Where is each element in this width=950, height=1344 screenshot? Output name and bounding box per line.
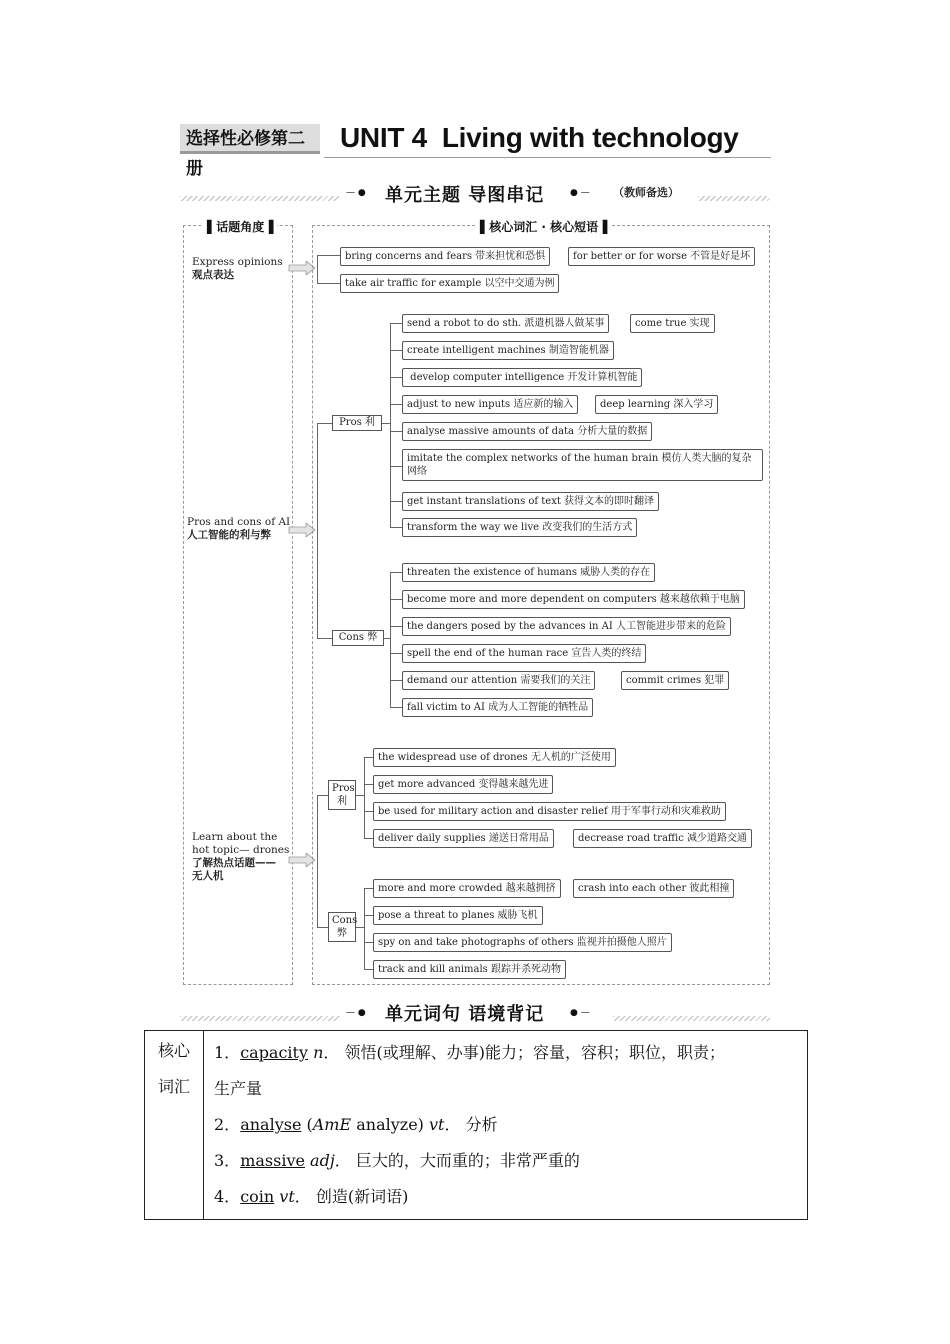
phrase-box: deep learning 深入学习 <box>595 395 718 414</box>
connector <box>390 680 402 681</box>
map-section-note: （教师备选） <box>613 186 679 199</box>
topic-panel-title: ▌话题角度▐ <box>203 218 277 235</box>
phrase-box: become more and more dependent on computers 越来越依赖于电脑 <box>402 590 745 609</box>
connector <box>390 377 402 378</box>
drones-pros-label: Pros 利 <box>328 780 356 810</box>
phrase-box: pose a threat to planes 威胁飞机 <box>373 906 543 925</box>
connector <box>317 795 328 796</box>
phrase-box: imitate the complex networks of the human brain 模仿人类大脑的复杂网络 <box>402 449 763 481</box>
connector <box>364 811 373 812</box>
unit-title <box>340 122 739 154</box>
vocab-category: 核心 词汇 <box>145 1031 204 1220</box>
phrase-box: analyse massive amounts of data 分析大量的数据 <box>402 422 652 441</box>
phrase-box: create intelligent machines 制造智能机器 <box>402 341 614 360</box>
phrase-panel-title: ▌核心词汇 · 核心短语▐ <box>476 218 611 235</box>
banner-dot-icon: ● — <box>570 188 590 198</box>
phrase-box: spell the end of the human race 宣告人类的终结 <box>402 644 646 663</box>
connector <box>390 572 391 707</box>
phrase-box: fall victim to AI 成为人工智能的牺牲品 <box>402 698 593 717</box>
vocab-section-title: 单元词句 语境背记 <box>385 1004 545 1025</box>
banner-dot-icon: — ● <box>346 188 366 198</box>
connector <box>390 466 402 467</box>
phrase-box: crash into each other 彼此相撞 <box>573 879 734 898</box>
phrase-box: be used for military action and disaster relief 用于军事行动和灾难救助 <box>373 802 726 821</box>
phrase-box: adjust to new inputs 适应新的输入 <box>402 395 578 414</box>
phrase-box: bring concerns and fears 带来担忧和恐惧 <box>340 247 550 266</box>
phrase-box: commit crimes 犯罪 <box>621 671 729 690</box>
phrase-box: transform the way we live 改变我们的生活方式 <box>402 518 637 537</box>
ai-cons-label: Cons 弊 <box>332 630 384 646</box>
phrase-box: come true 实现 <box>630 314 715 333</box>
connector <box>364 915 373 916</box>
connector <box>364 784 373 785</box>
unit-number: UNIT 4 <box>340 122 427 153</box>
connector <box>364 888 373 889</box>
banner-hatch-right <box>698 196 770 201</box>
connector <box>356 927 364 928</box>
phrase-box: threaten the existence of humans 威胁人类的存在 <box>402 563 655 582</box>
vocab-item: 1．capacity n． 领悟(或理解、办事)能力；容量，容积；职位，职责； <box>214 1043 726 1062</box>
connector <box>356 795 364 796</box>
header-rule <box>324 157 771 158</box>
connector <box>390 599 402 600</box>
connector <box>317 283 340 284</box>
connector <box>364 838 373 839</box>
vocab-item: 3．massive adj． 巨大的，大而重的；非常严重的 <box>214 1151 580 1170</box>
connector <box>317 795 318 927</box>
connector <box>364 888 365 969</box>
banner-hatch-right <box>613 1016 770 1021</box>
phrase-box: send a robot to do sth. 派遣机器人做某事 <box>402 314 609 333</box>
drones-cons-label: Cons 弊 <box>328 912 356 942</box>
connector <box>317 927 328 928</box>
connector <box>390 527 402 528</box>
phrase-box: the widespread use of drones 无人机的广泛使用 <box>373 748 616 767</box>
connector <box>317 255 340 256</box>
connector <box>390 431 402 432</box>
banner-hatch-left <box>180 196 340 201</box>
phrase-box: the dangers posed by the advances in AI 人工智能进步带来的危险 <box>402 617 731 636</box>
connector <box>390 501 402 502</box>
map-section-title: 单元主题 导图串记 <box>385 185 545 206</box>
connector <box>390 350 402 351</box>
connector <box>390 626 402 627</box>
connector <box>364 757 365 838</box>
connector <box>390 404 402 405</box>
vocab-items <box>204 1031 808 1220</box>
connector <box>317 638 332 639</box>
connector <box>390 572 402 573</box>
unit-name: Living with technology <box>441 122 739 153</box>
phrase-box: deliver daily supplies 递送日常用品 <box>373 829 554 848</box>
connector <box>364 757 373 758</box>
topic-ai: Pros and cons of AI 人工智能的利与弊 <box>187 516 291 541</box>
phrase-box: decrease road traffic 减少道路交通 <box>573 829 752 848</box>
phrase-box: demand our attention 需要我们的关注 <box>402 671 595 690</box>
phrase-box: develop computer intelligence 开发计算机智能 <box>402 368 642 387</box>
connector <box>390 323 402 324</box>
connector <box>364 969 373 970</box>
phrase-box: take air traffic for example 以空中交通为例 <box>340 274 559 293</box>
connector <box>364 942 373 943</box>
phrase-box: get instant translations of text 获得文本的即时翻译 <box>402 492 659 511</box>
phrase-box: track and kill animals 跟踪并杀死动物 <box>373 960 566 979</box>
connector <box>317 423 318 639</box>
vocab-item: 2．analyse (AmE analyze) vt． 分析 <box>214 1115 498 1134</box>
connector <box>390 323 391 527</box>
connector <box>390 653 402 654</box>
banner-dot-icon: ● — <box>570 1008 590 1018</box>
vocab-item: 4．coin vt． 创造(新词语) <box>214 1187 409 1206</box>
book-tag: 选择性必修第二册 <box>180 124 320 154</box>
connector <box>317 255 318 283</box>
connector <box>382 423 390 424</box>
topic-drones: Learn about the hot topic— drones 了解热点话题—— 无人机 <box>192 831 290 882</box>
table-row <box>145 1031 808 1220</box>
phrase-box: for better or for worse 不管是好是坏 <box>568 247 755 266</box>
phrase-box: more and more crowded 越来越拥挤 <box>373 879 561 898</box>
topic-opinions: Express opinions 观点表达 <box>192 256 283 281</box>
phrase-box: spy on and take photographs of others 监视并拍摄他人照片 <box>373 933 672 952</box>
banner-hatch-left <box>180 1016 340 1021</box>
connector <box>317 423 332 424</box>
banner-dot-icon: — ● <box>346 1008 366 1018</box>
ai-pros-label: Pros 利 <box>332 415 382 431</box>
connector <box>390 707 402 708</box>
vocab-item-continued: 生产量 <box>214 1079 263 1098</box>
vocab-table <box>144 1030 808 1220</box>
phrase-box: get more advanced 变得越来越先进 <box>373 775 553 794</box>
